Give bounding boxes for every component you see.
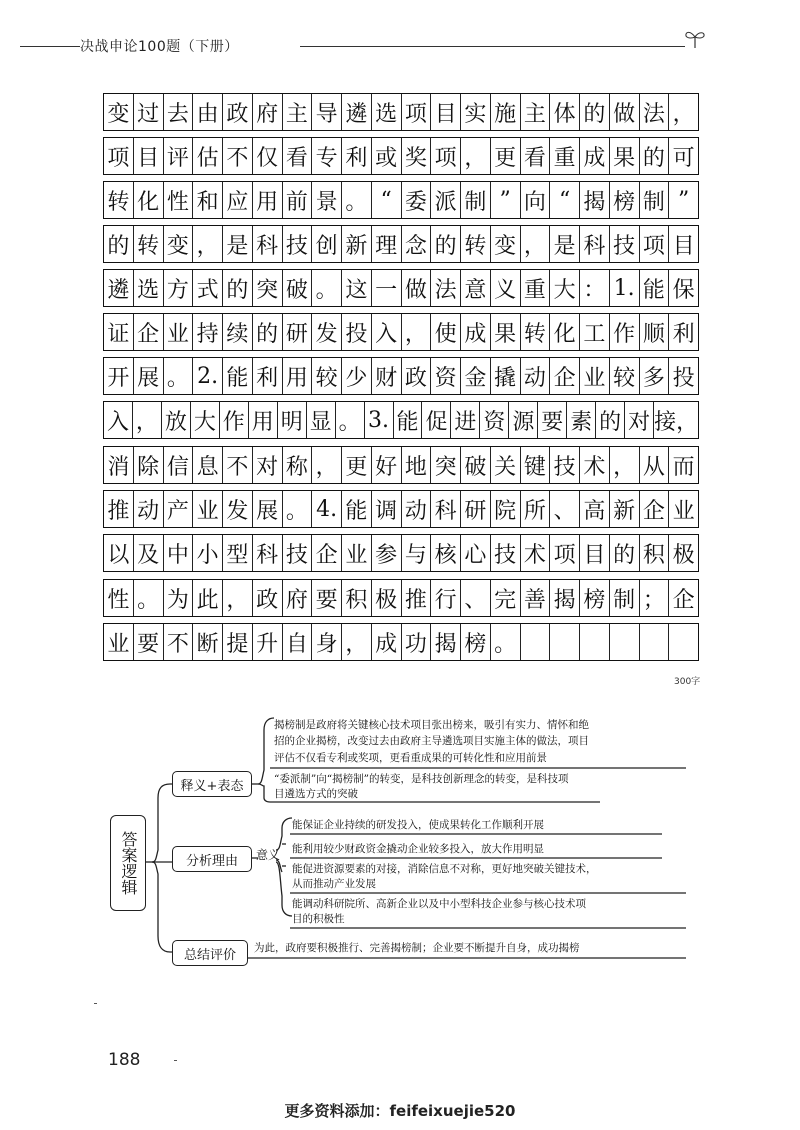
footer-contact-note: 更多资料添加：feifeixuejie520: [284, 1102, 516, 1120]
grid-cell: 意: [461, 270, 491, 306]
grid-cell: 高: [580, 491, 610, 527]
grid-cell: 少: [342, 358, 372, 394]
grid-cell: 大: [191, 402, 220, 438]
branch2-leaf: 能保证企业持续的研发投入，使成果转化工作顺利开展: [292, 819, 544, 831]
grid-cell: 企: [640, 491, 670, 527]
grid-cell: 化: [134, 182, 164, 218]
grid-cell: 对: [253, 447, 283, 483]
grid-cell: 揭: [580, 182, 610, 218]
grid-cell: 业: [342, 535, 372, 571]
grid-cell: 向: [521, 182, 551, 218]
grid-cell: 键: [521, 447, 551, 483]
book-title: 决战申论100题（下册）: [80, 39, 239, 55]
grid-cell: 目: [134, 138, 164, 174]
grid-cell: ，: [223, 580, 253, 616]
grid-cell: 产: [164, 491, 194, 527]
grid-cell: 的: [223, 270, 253, 306]
grid-cell: 前: [283, 182, 313, 218]
grid-cell: 遴: [104, 270, 134, 306]
grid-cell: 使: [431, 314, 461, 350]
grid-cell: 工: [580, 314, 610, 350]
grid-cell: 放: [162, 402, 191, 438]
grid-cell: 。: [491, 624, 521, 660]
grid-cell: 极: [672, 542, 695, 568]
grid-cell: 积: [640, 535, 670, 571]
branch2-leaf: 能促进资源要素的对接，消除信息不对称，更好地突破关键技术，: [292, 863, 597, 875]
grid-cell: 消: [104, 447, 134, 483]
grid-cell: 大: [550, 270, 580, 306]
grid-cell: 、: [461, 580, 491, 616]
grid-cell: ，: [610, 447, 640, 483]
grid-cell: 去: [164, 94, 194, 130]
grid-cell: 项: [104, 138, 134, 174]
grid-row: [103, 446, 699, 484]
grid-cell: 院: [491, 491, 521, 527]
grid-cell: 极: [372, 580, 402, 616]
grid-cell: 项: [640, 226, 670, 262]
grid-cell: 式: [193, 270, 223, 306]
grid-cell: 的: [580, 94, 610, 130]
grid-cell: 制: [640, 182, 670, 218]
grid-cell: 项: [431, 138, 461, 174]
grid-cell: 行: [431, 580, 461, 616]
grid-cell: 新: [342, 226, 372, 262]
grid-cell: 投: [672, 365, 695, 391]
grid-cell: ，: [193, 226, 223, 262]
grid-cell: 。: [164, 358, 194, 394]
grid-cell: 重: [521, 270, 551, 306]
grid-cell: 业: [672, 498, 695, 524]
grid-cell: 保: [672, 277, 695, 303]
grid-cell: 榜: [580, 580, 610, 616]
grid-cell: 较: [610, 358, 640, 394]
grid-cell: [521, 624, 551, 660]
grid-cell: 作: [220, 402, 249, 438]
grid-cell: ，: [461, 138, 491, 174]
grid-cell: 接，: [654, 409, 699, 435]
grid-cell: 过: [134, 94, 164, 130]
grid-cell: 果: [610, 138, 640, 174]
grid-cell: 理: [372, 226, 402, 262]
grid-cell: 变: [164, 226, 194, 262]
grid-cell: 发: [223, 491, 253, 527]
branch-analysis-reasons: 分析理由: [172, 846, 252, 872]
branch2-leaf: 能利用较少财政资金撬动企业较多投入，放大作用明显: [292, 843, 544, 855]
grid-cell: 业: [193, 491, 223, 527]
grid-cell: 。: [312, 270, 342, 306]
mindmap-root: 答案逻辑: [110, 815, 146, 911]
branch1-leaf-line: “委派制”向“揭榜制”的转变，是科技创新理念的转变，是科技项: [274, 773, 569, 785]
grid-cell: 金: [461, 358, 491, 394]
grid-cell: 突: [431, 447, 461, 483]
grid-cell: 政: [402, 358, 432, 394]
grid-cell: 施: [491, 94, 521, 130]
grid-cell: 技: [491, 535, 521, 571]
grid-cell: 多: [640, 358, 670, 394]
grid-cell: 功: [402, 624, 432, 660]
grid-cell: 。: [134, 580, 164, 616]
grid-cell: 不: [223, 138, 253, 174]
grid-row: [103, 93, 699, 131]
grid-row: [103, 534, 699, 572]
grid-cell: 调: [372, 491, 402, 527]
grid-cell: 用: [249, 402, 278, 438]
grid-cell: 业: [164, 314, 194, 350]
grid-cell: 促: [422, 402, 451, 438]
grid-cell: 府: [253, 94, 283, 130]
branch1-leaf-line: 评估不仅看专利或奖项，更看重成果的可转化性和应用前景: [274, 752, 547, 764]
grid-cell: 素: [567, 402, 596, 438]
grid-cell: 地: [402, 447, 432, 483]
grid-cell: 研: [283, 314, 313, 350]
grid-cell: 创: [312, 226, 342, 262]
grid-cell: 中: [164, 535, 194, 571]
grid-cell: 术: [580, 447, 610, 483]
grid-cell: 新: [610, 491, 640, 527]
grid-cell: 升: [253, 624, 283, 660]
grid-cell: 这: [342, 270, 372, 306]
sprout-icon: [682, 28, 708, 50]
grid-cell: 1.: [610, 270, 640, 306]
grid-cell: 展: [134, 358, 164, 394]
grid-cell: 念: [402, 226, 432, 262]
grid-cell: 、: [550, 491, 580, 527]
grid-cell: 作: [610, 314, 640, 350]
grid-cell: 资: [431, 358, 461, 394]
grid-cell: 企: [550, 358, 580, 394]
grid-cell: 。: [342, 182, 372, 218]
grid-cell: 破: [461, 447, 491, 483]
branch2-sub-label-significance: 意义: [256, 848, 281, 862]
grid-cell: ，: [133, 402, 162, 438]
grid-cell: 更: [342, 447, 372, 483]
grid-cell: 的: [253, 314, 283, 350]
branch-explanation-attitude: 释义+表态: [172, 771, 252, 797]
grid-row: [103, 401, 699, 439]
grid-cell: 续: [223, 314, 253, 350]
grid-cell: 要: [538, 402, 567, 438]
grid-cell: 开: [104, 358, 134, 394]
grid-cell: 主: [283, 94, 313, 130]
grid-cell: 选: [372, 94, 402, 130]
grid-cell: ：: [580, 270, 610, 306]
grid-cell: 从: [640, 447, 670, 483]
grid-cell: 要: [312, 580, 342, 616]
grid-cell: 用: [283, 358, 313, 394]
grid-cell: 化: [550, 314, 580, 350]
grid-cell: 方: [164, 270, 194, 306]
grid-cell: 变: [104, 94, 134, 130]
grid-cell: 突: [253, 270, 283, 306]
grid-cell: 2.: [193, 358, 223, 394]
grid-cell: 积: [342, 580, 372, 616]
grid-cell: 研: [461, 491, 491, 527]
grid-cell: 的: [104, 226, 134, 262]
grid-cell: 是: [550, 226, 580, 262]
grid-cell: 景: [312, 182, 342, 218]
grid-cell: 仅: [253, 138, 283, 174]
branch-summary-evaluation: 总结评价: [172, 940, 248, 966]
grid-cell: 及: [134, 535, 164, 571]
grid-cell: 称: [283, 447, 313, 483]
grid-cell: 与: [402, 535, 432, 571]
grid-cell: 看: [283, 138, 313, 174]
grid-cell: 或: [372, 138, 402, 174]
grid-cell: 身: [312, 624, 342, 660]
grid-cell: 项: [402, 94, 432, 130]
grid-cell: 证: [104, 314, 134, 350]
grid-cell: 是: [223, 226, 253, 262]
branch1-leaf-line: 目遴选方式的突破: [274, 788, 358, 800]
grid-cell: 科: [253, 535, 283, 571]
grid-cell: 用: [253, 182, 283, 218]
grid-cell: ”: [491, 182, 521, 218]
grid-cell: [580, 624, 610, 660]
stray-mark: [94, 1003, 97, 1004]
grid-cell: 进: [451, 402, 480, 438]
grid-cell: 转: [134, 226, 164, 262]
grid-cell: 此: [193, 580, 223, 616]
grid-cell: 企: [672, 587, 695, 613]
grid-cell: 入: [372, 314, 402, 350]
grid-cell: 能: [223, 358, 253, 394]
grid-cell: 财: [372, 358, 402, 394]
branch1-leaf-line: 揭榜制是政府将关键核心技术项目张出榜来，吸引有实力、情怀和绝: [274, 719, 589, 731]
grid-cell: 目: [672, 233, 695, 259]
grid-cell: 资: [480, 402, 509, 438]
grid-cell: 科: [253, 226, 283, 262]
grid-cell: 4.: [312, 491, 342, 527]
grid-cell: ，: [521, 226, 551, 262]
grid-cell: 善: [521, 580, 551, 616]
grid-cell: 府: [283, 580, 313, 616]
grid-cell: 明: [278, 402, 307, 438]
grid-cell: 参: [372, 535, 402, 571]
grid-cell: 奖: [402, 138, 432, 174]
grid-row: [103, 181, 699, 219]
grid-cell: 对: [625, 402, 654, 438]
grid-cell: 息: [193, 447, 223, 483]
grid-row: [103, 313, 699, 351]
grid-cell: 重: [550, 138, 580, 174]
grid-cell: 关: [491, 447, 521, 483]
grid-cell: 除: [134, 447, 164, 483]
grid-cell: 要: [134, 624, 164, 660]
grid-cell: 所: [521, 491, 551, 527]
grid-cell: 能: [640, 270, 670, 306]
grid-cell: 转: [104, 182, 134, 218]
grid-cell: [610, 624, 640, 660]
grid-cell: 能: [342, 491, 372, 527]
grid-cell: ”: [678, 187, 690, 213]
grid-cell: 利: [253, 358, 283, 394]
grid-cell: 法: [431, 270, 461, 306]
grid-cell: 委: [402, 182, 432, 218]
grid-cell: 主: [521, 94, 551, 130]
grid-cell: 实: [461, 94, 491, 130]
grid-cell: ，: [312, 447, 342, 483]
grid-cell: 显: [307, 402, 336, 438]
grid-row: [103, 579, 699, 617]
grid-cell: 可: [672, 145, 695, 171]
grid-cell: 技: [283, 226, 313, 262]
grid-cell: 小: [193, 535, 223, 571]
grid-cell: 法: [640, 94, 670, 130]
grid-cell: 推: [402, 580, 432, 616]
grid-cell: 技: [283, 535, 313, 571]
grid-row: [103, 269, 699, 307]
grid-cell: 政: [223, 94, 253, 130]
grid-cell: 成: [372, 624, 402, 660]
grid-cell: 做: [610, 94, 640, 130]
grid-cell: ，: [672, 101, 695, 127]
grid-cell: 性: [164, 182, 194, 218]
grid-cell: 目: [431, 94, 461, 130]
grid-cell: 展: [253, 491, 283, 527]
grid-cell: ，: [342, 624, 372, 660]
grid-cell: 投: [342, 314, 372, 350]
grid-cell: 而: [672, 454, 695, 480]
grid-cell: 变: [491, 226, 521, 262]
grid-cell: 不: [164, 624, 194, 660]
grid-cell: 撬: [491, 358, 521, 394]
grid-cell: 断: [193, 624, 223, 660]
grid-cell: 以: [104, 535, 134, 571]
grid-cell: 源: [509, 402, 538, 438]
grid-cell: 榜: [610, 182, 640, 218]
grid-cell: 遴: [342, 94, 372, 130]
grid-cell: 好: [372, 447, 402, 483]
grid-cell: 派: [431, 182, 461, 218]
grid-cell: 利: [342, 138, 372, 174]
header-rule-left: [20, 46, 80, 47]
grid-cell: 榜: [461, 624, 491, 660]
grid-row: [103, 225, 699, 263]
header-rule-right: [300, 46, 685, 47]
grid-cell: 企: [134, 314, 164, 350]
grid-cell: 型: [223, 535, 253, 571]
grid-cell: [640, 624, 670, 660]
grid-cell: 。: [283, 491, 313, 527]
grid-cell: 的: [610, 535, 640, 571]
grid-cell: 动: [521, 358, 551, 394]
grid-cell: 完: [491, 580, 521, 616]
grid-cell: 顺: [640, 314, 670, 350]
grid-cell: 术: [521, 535, 551, 571]
grid-cell: 制: [461, 182, 491, 218]
grid-cell: 能: [394, 402, 423, 438]
grid-cell: [669, 624, 698, 660]
grid-cell: 3.: [365, 402, 394, 438]
grid-cell: 制: [610, 580, 640, 616]
grid-cell: 。: [336, 402, 365, 438]
grid-cell: 的: [640, 138, 670, 174]
grid-cell: 做: [402, 270, 432, 306]
grid-cell: 看: [521, 138, 551, 174]
grid-cell: 揭: [550, 580, 580, 616]
grid-cell: 转: [521, 314, 551, 350]
grid-cell: 信: [164, 447, 194, 483]
grid-cell: 由: [193, 94, 223, 130]
grid-cell: 企: [312, 535, 342, 571]
grid-cell: [550, 624, 580, 660]
grid-cell: 政: [253, 580, 283, 616]
branch2-leaf: 从而推动产业发展: [292, 878, 376, 890]
grid-cell: 破: [283, 270, 313, 306]
grid-cell: 推: [104, 491, 134, 527]
word-count: 300字: [674, 677, 701, 687]
grid-cell: 业: [104, 624, 134, 660]
grid-cell: ；: [640, 580, 670, 616]
grid-cell: 技: [550, 447, 580, 483]
grid-cell: 提: [223, 624, 253, 660]
grid-row: [103, 137, 699, 175]
grid-cell: 业: [580, 358, 610, 394]
grid-cell: 一: [372, 270, 402, 306]
grid-cell: 果: [491, 314, 521, 350]
grid-cell: 揭: [431, 624, 461, 660]
grid-row: [103, 357, 699, 395]
grid-cell: 估: [193, 138, 223, 174]
grid-cell: 的: [596, 402, 625, 438]
grid-cell: 为: [164, 580, 194, 616]
grid-cell: 义: [491, 270, 521, 306]
grid-cell: 科: [431, 491, 461, 527]
grid-cell: 利: [672, 321, 695, 347]
grid-cell: 和: [193, 182, 223, 218]
grid-cell: 发: [312, 314, 342, 350]
branch2-leaf: 能调动科研院所、高新企业以及中小型科技企业参与核心技术项: [292, 898, 586, 910]
grid-cell: 持: [193, 314, 223, 350]
grid-cell: 自: [283, 624, 313, 660]
grid-cell: 更: [491, 138, 521, 174]
grid-cell: 评: [164, 138, 194, 174]
grid-cell: 科: [580, 226, 610, 262]
grid-cell: 较: [312, 358, 342, 394]
grid-cell: 心: [461, 535, 491, 571]
grid-cell: 核: [431, 535, 461, 571]
grid-cell: 成: [580, 138, 610, 174]
grid-cell: ，: [402, 314, 432, 350]
grid-row: [103, 490, 699, 528]
branch2-leaf: 目的积极性: [292, 913, 345, 925]
grid-cell: 项: [550, 535, 580, 571]
grid-cell: “: [372, 182, 402, 218]
grid-cell: “: [550, 182, 580, 218]
stray-mark: [174, 1060, 177, 1061]
branch3-leaf: 为此，政府要积极推行、完善揭榜制；企业要不断提升自身，成功揭榜: [254, 942, 580, 954]
grid-cell: 不: [223, 447, 253, 483]
grid-cell: 动: [402, 491, 432, 527]
grid-cell: 专: [312, 138, 342, 174]
grid-cell: 目: [580, 535, 610, 571]
grid-cell: 动: [134, 491, 164, 527]
grid-cell: 导: [312, 94, 342, 130]
grid-cell: 的: [431, 226, 461, 262]
grid-cell: 选: [134, 270, 164, 306]
grid-cell: 体: [550, 94, 580, 130]
branch1-leaf-line: 招的企业揭榜，改变过去由政府主导遴选项目实施主体的做法，项目: [274, 735, 589, 747]
grid-cell: 性: [104, 580, 134, 616]
page-number: 188: [108, 1050, 141, 1070]
grid-cell: 入: [104, 402, 133, 438]
grid-cell: 应: [223, 182, 253, 218]
grid-cell: 技: [610, 226, 640, 262]
grid-row: [103, 623, 699, 661]
grid-cell: 转: [461, 226, 491, 262]
grid-cell: 成: [461, 314, 491, 350]
